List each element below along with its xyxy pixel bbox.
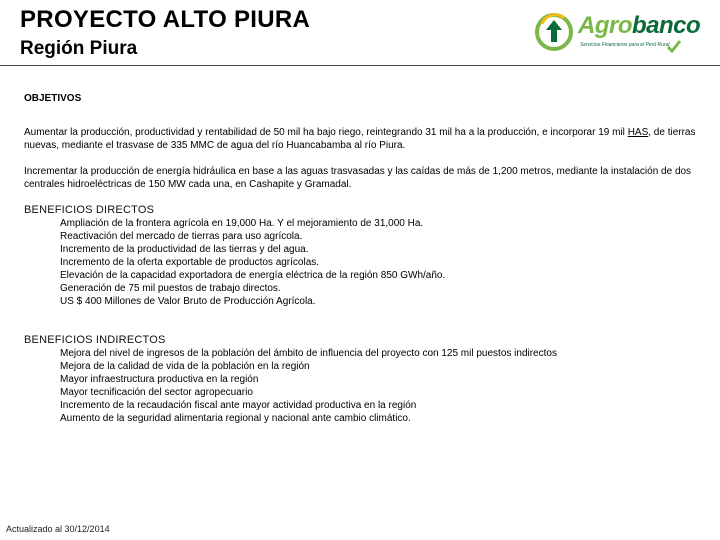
main-content: [24, 92, 704, 451]
list-item: Mejora del nivel de ingresos de la población del ámbito de influencia del proyecto con 125 mil puestos indirectos: [60, 348, 557, 359]
objective-1-text-b: HAS: [627, 127, 649, 138]
page-title: PROYECTO ALTO PIURA: [20, 6, 311, 33]
indirect-benefits-title: BENEFICIOS INDIRECTOS: [24, 334, 166, 346]
objective-1-text-c: , de tierras nuevas, mediante el trasvase de 335 MMC de agua del río Huancabamba al río Piura.: [24, 127, 696, 151]
direct-benefits-title: BENEFICIOS DIRECTOS: [24, 204, 155, 216]
updated-date-footer: Actualizado al 30/12/2014: [6, 524, 110, 534]
objective-paragraph-1: [24, 126, 704, 152]
objectives-heading: OBJETIVOS: [24, 93, 82, 104]
list-item: Elevación de la capacidad exportadora de energía eléctrica de la región 850 GWh/año.: [60, 270, 446, 281]
agrobanco-emblem-icon: [534, 8, 578, 58]
list-item: Reactivación del mercado de tierras para uso agrícola.: [60, 231, 303, 242]
list-item: Generación de 75 mil puestos de trabajo directos.: [60, 283, 281, 294]
list-item: Aumento de la seguridad alimentaria regional y nacional ante cambio climático.: [60, 413, 411, 424]
list-item: US $ 400 Millones de Valor Bruto de Producción Agrícola.: [60, 296, 316, 307]
list-item: Mayor tecnificación del sector agropecuario: [60, 387, 253, 398]
list-item: Mayor infraestructura productiva en la región: [60, 374, 259, 385]
agrobanco-wordmark: [578, 14, 700, 38]
list-item: Incremento de la productividad de las tierras y del agua.: [60, 244, 309, 255]
list-item: Ampliación de la frontera agrícola en 19,000 Ha. Y el mejoramiento de 31,000 Ha.: [60, 218, 424, 229]
list-item: Mejora de la calidad de vida de la población en la región: [60, 361, 310, 372]
page-subtitle: Región Piura: [20, 38, 138, 59]
objective-1-text-a: Aumentar la producción, productividad y rentabilidad de 50 mil ha bajo riego, reintegrando 31 mil ha a la producción, e incorporar 19 mil: [24, 127, 628, 138]
agrobanco-logo: [534, 8, 701, 58]
logo-word-banco: banco: [632, 12, 701, 39]
indirect-benefits-list: [24, 347, 704, 425]
logo-word-agro: Agro: [578, 12, 632, 39]
checkmark-icon: [666, 38, 682, 54]
objective-paragraph-2: Incrementar la producción de energía hidráulica en base a las aguas trasvasadas y las caídas de más de 1,200 metros, mediante la instalación de dos centrales hidroeléctricas de 150 MW cada una, en Cashapite y Gramadal.: [24, 166, 692, 190]
logo-tagline: Servicios Financieros para el Perú Rural: [580, 42, 670, 48]
list-item: Incremento de la oferta exportable de productos agrícolas.: [60, 257, 320, 268]
direct-benefits-list: [24, 217, 704, 308]
header-divider: [0, 65, 720, 66]
list-item: Incremento de la recaudación fiscal ante mayor actividad productiva en la región: [60, 400, 417, 411]
